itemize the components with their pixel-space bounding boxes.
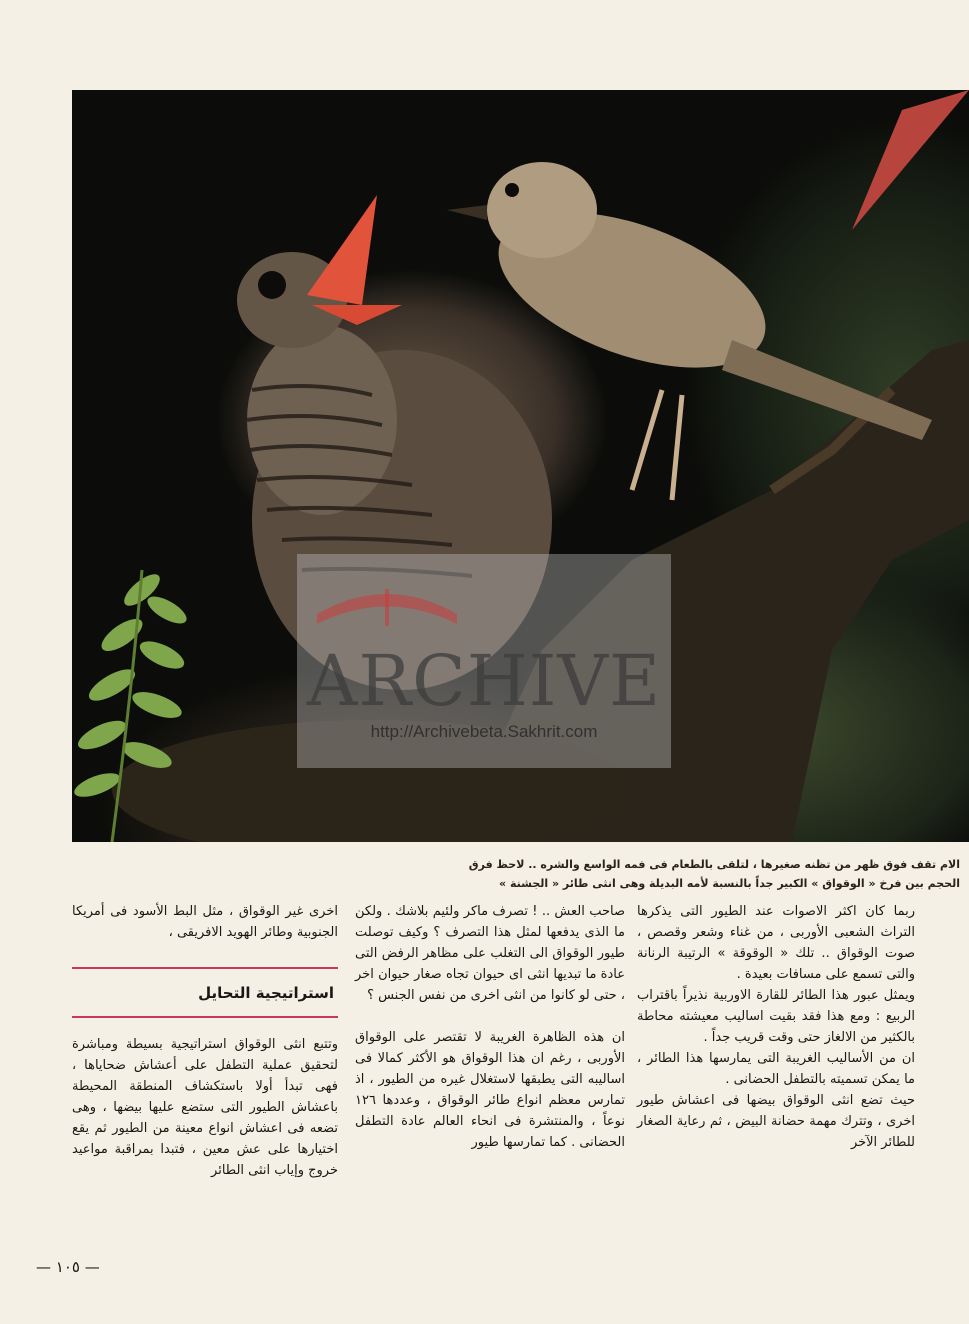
watermark-url: http://Archivebeta.Sakhrit.com xyxy=(370,722,598,741)
book-logo-icon xyxy=(297,554,477,634)
cuckoo-chick-breast xyxy=(247,325,397,515)
watermark-title: ARCHIVE xyxy=(306,640,662,722)
paragraph: ويمثل عبور هذا الطائر للقارة الاوربية نذيراً باقتراب الربيع : ومع هذا فقد بقيت اساليب معيشته محاطة بالكثير من الالغاز حتى وقت قريب جداً . xyxy=(637,988,915,1045)
chick-open-beak xyxy=(307,195,377,305)
paragraph: ربما كان اكثر الاصوات عند الطيور التى يذكرها التراث الشعبى الأوربى ، من غناء وشعر وقصص ، صوت الوقواق .. تلك « الوقوقة » الرتيبة الرنانة والتى تسمع على مسافات بعيدة . xyxy=(637,904,915,982)
paragraph: حيث تضع انثى الوقواق بيضها فى اعشاش طيور اخرى ، وتترك مهمة حضانة البيض ، ثم رعاية الصغار للطائر الآخر xyxy=(637,1093,915,1150)
text-column-right xyxy=(637,880,915,1153)
caption-line: الحجم بين فرخ « الوقواق » الكبير جداً بالنسبة لأمه البديلة وهى انثى طائر « الجشنة » xyxy=(499,877,960,890)
cuckoo-photo xyxy=(72,90,969,842)
page-number: — ١٠٥ — xyxy=(36,1258,100,1276)
paragraph: صاحب العش .. ! تصرف ماكر ولئيم بلاشك . ولكن ما الذى يدفعها لمثل هذا التصرف ؟ وكيف توصلت طيور الوقواق الى التغلب على مظاهر الرفض التى عادة ما تبديها انثى اى حيوان تجاه صغار حيوان اخر ، حتى لو كانوا من انثى اخرى من نفس الجنس ؟ xyxy=(355,904,625,1003)
archive-watermark xyxy=(297,554,671,768)
foster-bird-beak xyxy=(447,205,487,220)
wing-tip xyxy=(852,90,969,230)
paragraph: ان هذه الظاهرة الغريبة لا تقتصر على الوقواق الأوربى ، رغم ان هذا الوقواق هو الأكثر كمالا فى اساليبه التى يطبقها لاستغلال غيره من الطيور ، اذ تمارس معظم انواع طائر الوقواق ، وعددها ١٢٦ نوعاً ، والمنتشرة فى انحاء العالم عادة التطفل الحضانى . كما تمارسها طيور xyxy=(355,1030,625,1150)
paragraph: اخرى غير الوقواق ، مثل البط الأسود فى أمريكا الجنوبية وطائر الهويد الافريقى ، xyxy=(72,904,338,940)
section-heading: استراتيجية التحايل xyxy=(72,967,338,1018)
text-column-middle xyxy=(355,880,625,1153)
chick-eye xyxy=(258,271,286,299)
text-column-left xyxy=(72,880,338,1181)
foster-bird-head xyxy=(487,162,597,258)
paragraph: وتتبع انثى الوقواق استراتيجية بسيطة ومباشرة لتحقيق عملية التطفل على أعشاش ضحاياها ، فهى تبدأ أولا باستكشاف المنطقة المحيطة باعشاش الطيور التى ستضع عليها بيضها ، وهى تضعه فى اعشاش انواع معينة من الطيور ثم يقع اختيارها على عش معين ، فتبدا بمراقبة مواعيد خروج وإياب انثى الطائر xyxy=(72,1037,338,1178)
foster-bird-legs xyxy=(632,390,682,500)
foster-bird-eye xyxy=(505,183,519,197)
caption-line: الام تقف فوق ظهر من تظنه صغيرها ، لتلقى بالطعام فى فمه الواسع والشره .. لاحظ فرق xyxy=(468,858,960,871)
paragraph: ان من الأساليب الغريبة التى يمارسها هذا الطائر ، ما يمكن تسميته بالتطفل الحضانى . xyxy=(637,1051,915,1087)
